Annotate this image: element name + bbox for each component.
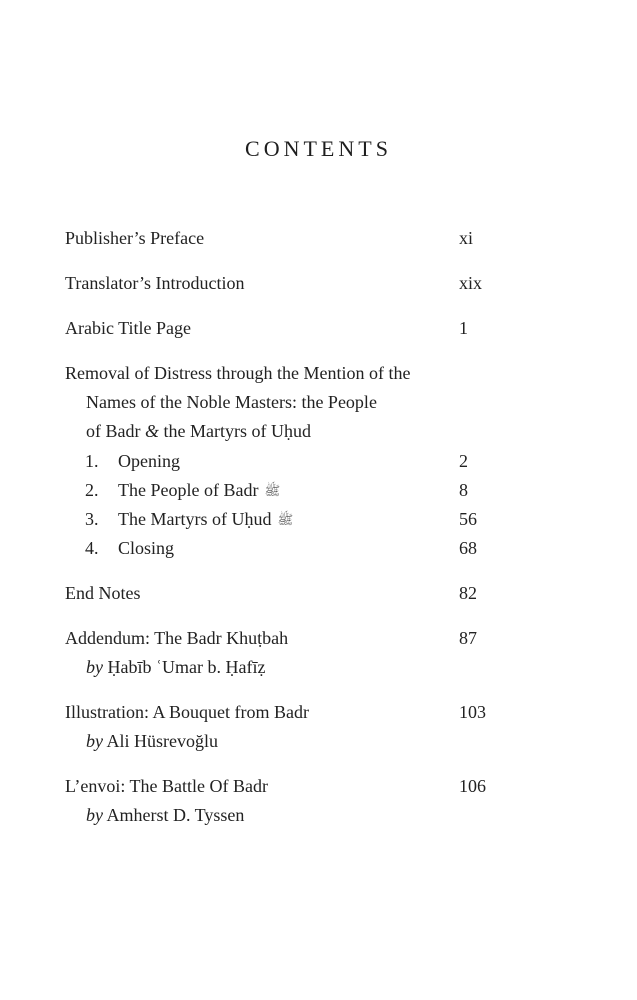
page-title: CONTENTS (245, 136, 392, 161)
toc-entry-illustration-author (86, 730, 218, 752)
toc-page-lenvoi: 106 (459, 776, 486, 796)
toc-entry-addendum-author (86, 656, 265, 678)
toc-entry-lenvoi: L’envoi: The Battle Of Badr (65, 776, 268, 796)
by-label: by (86, 805, 103, 825)
author-name: Amherst D. Tyssen (103, 805, 245, 825)
by-label: by (86, 731, 103, 751)
toc-entry-addendum: Addendum: The Badr Khuṭbah (65, 628, 289, 648)
main-work-line-3-a: of Badr (86, 421, 145, 441)
toc-page-martyrs-of-uhud: 56 (459, 509, 477, 529)
toc-entry-main-work-line-3 (86, 420, 311, 442)
author-name: Ali Hüsrevoğlu (103, 731, 218, 751)
subitem-label: The Martyrs of Uḥud (118, 509, 272, 529)
toc-entry-main-work-line-2: Names of the Noble Masters: the People (86, 392, 377, 412)
toc-entry-translators-introduction: Translator’s Introduction (65, 273, 245, 293)
by-label: by (86, 657, 103, 677)
toc-subitem-martyrs-of-uhud (118, 508, 293, 531)
toc-page-arabic-title-page: 1 (459, 318, 468, 338)
toc-page-closing: 68 (459, 538, 477, 558)
ampersand: & (144, 421, 159, 441)
toc-page-people-of-badr: 8 (459, 480, 468, 500)
toc-page-translators-introduction: xix (459, 273, 483, 293)
toc-subitem-number: 3. (85, 509, 99, 529)
toc-subitem-closing: Closing (118, 538, 175, 558)
toc-subitem-number: 4. (85, 538, 99, 558)
subitem-label: The People of Badr (118, 480, 259, 500)
toc-page-addendum: 87 (459, 628, 477, 648)
toc-entry-publishers-preface: Publisher’s Preface (65, 228, 205, 248)
toc-page-publishers-preface: xi (459, 228, 474, 248)
toc-subitem-number: 1. (85, 451, 99, 471)
toc-subitem-opening: Opening (118, 451, 180, 471)
honorific-glyph-icon: ﷺ (264, 483, 281, 498)
toc-subitem-people-of-badr (118, 479, 280, 502)
toc-entry-end-notes: End Notes (65, 583, 141, 603)
toc-entry-illustration: Illustration: A Bouquet from Badr (65, 702, 309, 722)
toc-entry-arabic-title-page: Arabic Title Page (65, 318, 191, 338)
toc-page-opening: 2 (459, 451, 468, 471)
main-work-line-3-b: the Martyrs of Uḥud (159, 421, 311, 441)
toc-page-end-notes: 82 (459, 583, 477, 603)
toc-subitem-number: 2. (85, 480, 99, 500)
toc-entry-lenvoi-author (86, 804, 244, 826)
honorific-glyph-icon: ﷺ (277, 512, 294, 527)
author-name: Ḥabīb ʿUmar b. Ḥafīẓ (103, 657, 266, 677)
toc-entry-main-work-line-1: Removal of Distress through the Mention of the (65, 363, 411, 383)
toc-page-illustration: 103 (459, 702, 486, 722)
